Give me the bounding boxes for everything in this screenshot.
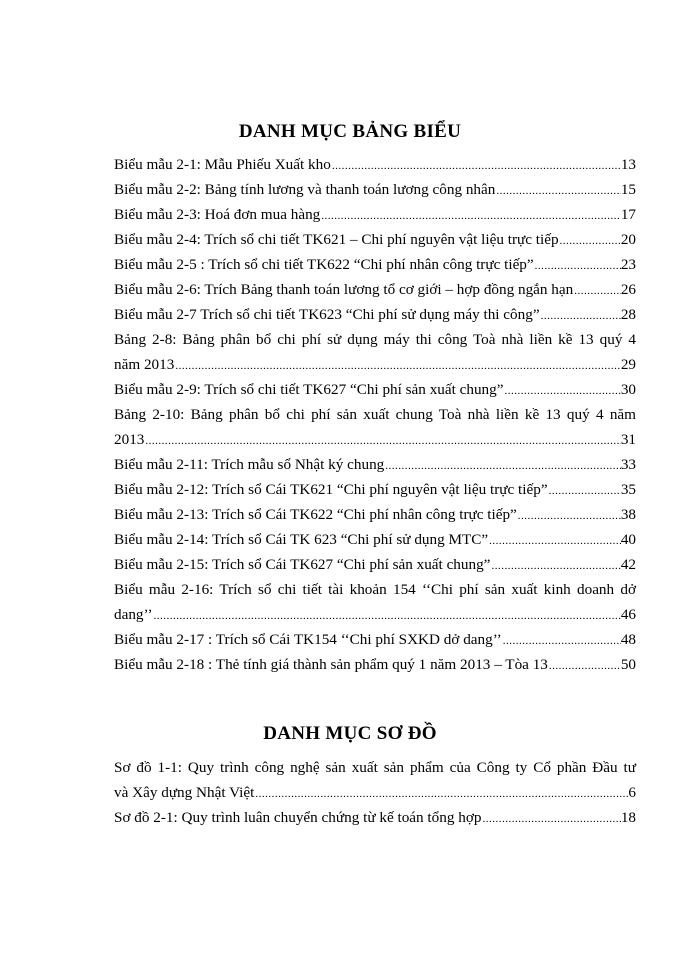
- toc-page-number: 20: [620, 231, 636, 248]
- toc-entry: [114, 527, 636, 552]
- toc-entry-line: [114, 177, 636, 202]
- toc-entry-line: [114, 227, 636, 252]
- toc-page-number: 28: [620, 306, 636, 323]
- dot-leader: [320, 204, 621, 227]
- toc-page-number: 15: [620, 181, 636, 198]
- dot-leader: [573, 279, 621, 302]
- toc-entry: [114, 477, 636, 502]
- toc-entry: [114, 277, 636, 302]
- toc-entry: [114, 227, 636, 252]
- toc-entry-text: Biểu mẫu 2-18 : Thẻ tính giá thành sản phẩm quý 1 năm 2013 – Tòa 13: [114, 656, 548, 673]
- toc-entry-line: [114, 477, 636, 502]
- toc-entry-text: Biểu mẫu 2-12: Trích sổ Cái TK621 “Chi phí nguyên vật liệu trực tiếp”: [114, 481, 548, 498]
- toc-page-number: 26: [620, 281, 636, 298]
- toc-entry-text: Biểu mẫu 2-1: Mẫu Phiếu Xuất kho: [114, 156, 331, 173]
- toc-page-number: 33: [620, 456, 636, 473]
- toc-entry-line: [114, 377, 636, 402]
- toc-page-number: 46: [620, 606, 636, 623]
- toc-entry-text: Sơ đồ 2-1: Quy trình luân chuyển chứng từ kế toán tổng hợp: [114, 809, 482, 826]
- toc-entry-text: Biểu mẫu 2-3: Hoá đơn mua hàng: [114, 206, 321, 223]
- toc-page-number: 48: [620, 631, 636, 648]
- toc-page-number: 23: [620, 256, 636, 273]
- toc-entry: [114, 177, 636, 202]
- toc-entry: [114, 805, 636, 830]
- toc-entry: [114, 302, 636, 327]
- toc-entry: [114, 452, 636, 477]
- toc-entry: [114, 552, 636, 577]
- toc-entry-line: [114, 152, 636, 177]
- toc-entry-text: năm 2013: [114, 356, 175, 373]
- toc-entry-text: Biểu mẫu 2-9: Trích sổ chi tiết TK627 “Chi phí sản xuất chung”: [114, 381, 504, 398]
- toc-page-number: 42: [620, 556, 636, 573]
- dot-leader: [490, 554, 620, 577]
- toc-entry-text: Biểu mẫu 2-4: Trích sổ chi tiết TK621 – Chi phí nguyên vật liệu trực tiếp: [114, 231, 559, 248]
- toc-page-number: 6: [628, 784, 636, 801]
- toc-entry: [114, 652, 636, 677]
- dot-leader: [331, 154, 621, 177]
- dot-leader: [144, 429, 620, 452]
- dot-leader: [559, 229, 621, 252]
- toc-page-number: 50: [620, 656, 636, 673]
- dot-leader: [534, 254, 621, 277]
- dot-leader: [481, 807, 620, 830]
- toc-page-number: 18: [620, 809, 636, 826]
- dot-leader: [517, 504, 621, 527]
- toc-page-number: 13: [620, 156, 636, 173]
- toc-entry-line: [114, 602, 636, 627]
- toc-entry-text: và Xây dựng Nhật Việt: [114, 784, 255, 801]
- dot-leader: [504, 379, 621, 402]
- toc-entry: [114, 577, 636, 627]
- dot-leader: [254, 782, 628, 805]
- toc-entry-line: [114, 502, 636, 527]
- dot-leader: [502, 629, 621, 652]
- toc-entry-line: [114, 527, 636, 552]
- dot-leader: [548, 654, 621, 677]
- toc-entry-line: [114, 780, 636, 805]
- diagrams-list: [114, 755, 636, 830]
- toc-entry: [114, 327, 636, 377]
- toc-page-number: 38: [620, 506, 636, 523]
- toc-entry-line: [114, 552, 636, 577]
- dot-leader: [540, 304, 621, 327]
- tables-list-title: DANH MỤC BẢNG BIỂU: [238, 121, 462, 142]
- toc-entry-text: Biểu mẫu 2-15: Trích sổ Cái TK627 “Chi phí sản xuất chung”: [114, 556, 491, 573]
- toc-entry-line: [114, 427, 636, 452]
- diagrams-list-title: DANH MỤC SƠ ĐỒ: [263, 723, 437, 744]
- dot-leader: [548, 479, 621, 502]
- toc-entry-line: [114, 652, 636, 677]
- toc-page-number: 35: [620, 481, 636, 498]
- toc-entry: [114, 377, 636, 402]
- toc-entry-text: Biểu mẫu 2-6: Trích Bảng thanh toán lương tổ cơ giới – hợp đồng ngắn hạn: [114, 281, 574, 298]
- toc-entry-line: [114, 202, 636, 227]
- toc-entry-text: Sơ đồ 1-1: Quy trình công nghệ sản xuất sản phẩm của Công ty Cổ phần Đầu tư: [114, 759, 636, 776]
- toc-entry-line: [114, 352, 636, 377]
- toc-entry-text: dang’’: [114, 606, 153, 623]
- toc-page-number: 31: [620, 431, 636, 448]
- toc-entry: [114, 402, 636, 452]
- dot-leader: [384, 454, 621, 477]
- toc-entry-text: Biểu mẫu 2-13: Trích sổ Cái TK622 “Chi phí nhân công trực tiếp”: [114, 506, 517, 523]
- toc-entry-text: Biểu mẫu 2-7 Trích sổ chi tiết TK623 “Chi phí sử dụng máy thi công”: [114, 306, 540, 323]
- toc-entry-text: Bảng 2-10: Bảng phân bổ chi phí sản xuất chung Toà nhà liền kề 13 quý 4 năm: [114, 406, 636, 423]
- toc-entry-text: Biểu mẫu 2-11: Trích mẫu sổ Nhật ký chung: [114, 456, 385, 473]
- toc-entry-line: [114, 805, 636, 830]
- dot-leader: [174, 354, 620, 377]
- toc-entry-text: Biểu mẫu 2-16: Trích sổ chi tiết tài khoản 154 ‘‘Chi phí sản xuất kinh doanh dở: [114, 581, 636, 598]
- toc-entry: [114, 202, 636, 227]
- toc-entry: [114, 502, 636, 527]
- tables-list: [114, 152, 636, 677]
- toc-page-number: 29: [620, 356, 636, 373]
- toc-page-number: 30: [620, 381, 636, 398]
- toc-page-number: 17: [620, 206, 636, 223]
- toc-entry-text: 2013: [114, 431, 145, 448]
- toc-entry-line: [114, 252, 636, 277]
- dot-leader: [495, 179, 620, 202]
- toc-entry-text: Biểu mẫu 2-2: Bảng tính lương và thanh toán lương công nhân: [114, 181, 496, 198]
- toc-entry-text: Biểu mẫu 2-17 : Trích sổ Cái TK154 ‘‘Chi phí SXKD dở dang’’: [114, 631, 502, 648]
- dot-leader: [153, 604, 621, 627]
- toc-entry-text: Biểu mẫu 2-14: Trích sổ Cái TK 623 “Chi phí sử dụng MTC”: [114, 531, 489, 548]
- dot-leader: [488, 529, 621, 552]
- toc-entry-line: [114, 302, 636, 327]
- toc-entry-line: [114, 452, 636, 477]
- toc-entry-line: [114, 627, 636, 652]
- toc-page-number: 40: [620, 531, 636, 548]
- toc-entry-text: Biểu mẫu 2-5 : Trích sổ chi tiết TK622 “Chi phí nhân công trực tiếp”: [114, 256, 534, 273]
- toc-entry-line: [114, 277, 636, 302]
- toc-entry: [114, 627, 636, 652]
- toc-entry: [114, 252, 636, 277]
- toc-entry-text: Bảng 2-8: Bảng phân bổ chi phí sử dụng máy thi công Toà nhà liền kề 13 quý 4: [114, 331, 636, 348]
- toc-entry: [114, 152, 636, 177]
- toc-entry: [114, 755, 636, 805]
